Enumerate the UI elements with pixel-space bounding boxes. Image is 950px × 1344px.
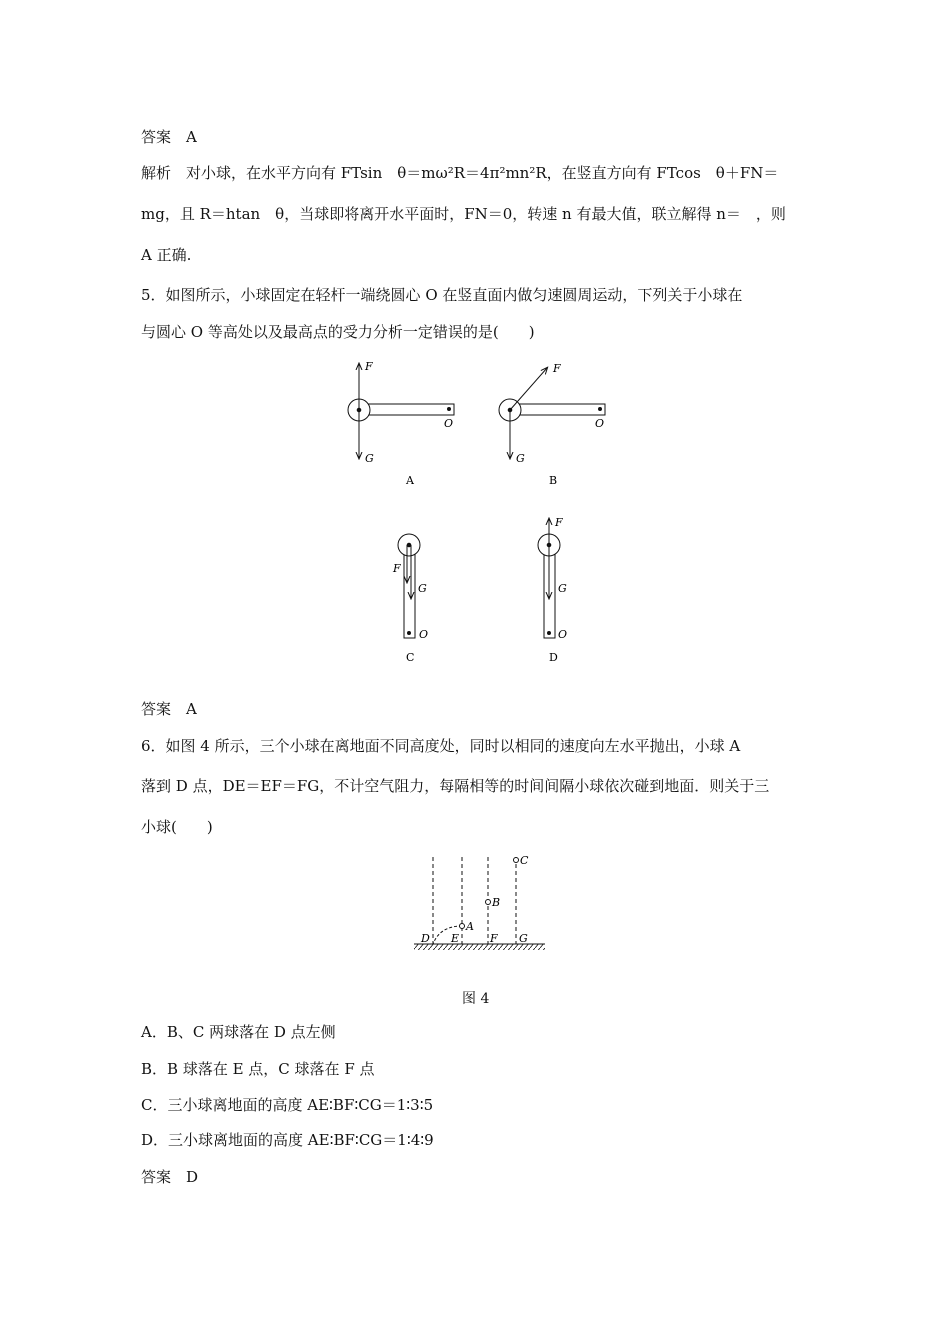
label-a: A (466, 920, 474, 933)
q5-answer: 答案 A (141, 700, 197, 718)
label-e: E (451, 932, 460, 945)
diagram-a (348, 364, 454, 458)
diagram-c (398, 534, 420, 638)
diagram-d-g-label: G (558, 582, 567, 595)
q5-stem-line-1: 5．如图所示，小球固定在轻杆一端绕圆心 O 在竖直面内做匀速圆周运动，下列关于小球在 (141, 286, 743, 304)
diagram-b-o-label: O (595, 417, 605, 430)
q6-option-d: D．三小球离地面的高度 AE∶BF∶CG＝1∶4∶9 (141, 1131, 434, 1149)
diagram-b (499, 368, 605, 458)
label-b: B (492, 896, 501, 909)
q4-analysis-line-2: mg，且 R＝htan θ，当球即将离开水平面时，FN＝0，转速 n 有最大值，联立解得 n＝ ，则 (141, 205, 786, 223)
q4-analysis-line-3: A 正确. (141, 246, 192, 264)
q6-figure (0, 850, 950, 960)
q6-option-c: C．三小球离地面的高度 AE∶BF∶CG＝1∶3∶5 (141, 1096, 434, 1114)
diagram-b-g-label: G (516, 452, 525, 465)
diagram-d (538, 519, 560, 638)
q5-stem-line-2: 与圆心 O 等高处以及最高点的受力分析一定错误的是( ) (141, 323, 535, 341)
diagram-d-f-label: F (555, 516, 563, 529)
diagram-c-g-label: G (418, 582, 427, 595)
diagram-d-o-label: O (558, 628, 568, 641)
diagram-a-g-label: G (365, 452, 374, 465)
caption-c: C (406, 651, 415, 664)
caption-d: D (549, 651, 558, 664)
q6-stem-line-2: 落到 D 点，DE＝EF＝FG，不计空气阻力，每隔相等的时间间隔小球依次碰到地面．则关于三 (141, 777, 770, 795)
diagram-c-f-label: F (393, 562, 401, 575)
diagram-a-o-label: O (444, 417, 454, 430)
q5-figure (0, 350, 950, 670)
label-f: F (490, 932, 498, 945)
q4-analysis-line-1: 解析 对小球，在水平方向有 FTsin θ＝mω²R＝4π²mn²R，在竖直方向有 FTcos θ＋FN＝ (141, 164, 779, 182)
q6-answer: 答案 D (141, 1168, 199, 1186)
label-g: G (519, 932, 528, 945)
caption-b: B (549, 474, 558, 487)
diagram-b-f-label: F (553, 362, 561, 375)
ball-b (486, 900, 491, 905)
q6-option-a: A．B、C 两球落在 D 点左侧 (141, 1023, 336, 1041)
q6-stem-line-1: 6．如图 4 所示，三个小球在离地面不同高度处，同时以相同的速度向左水平抛出，小球 A (141, 737, 741, 755)
caption-a: A (406, 474, 414, 487)
label-d: D (421, 932, 430, 945)
q6-option-b: B．B 球落在 E 点，C 球落在 F 点 (141, 1060, 375, 1078)
q6-figure-caption: 图 4 (462, 991, 490, 1007)
ball-a (460, 924, 465, 929)
label-c: C (520, 854, 529, 867)
diagram-c-o-label: O (419, 628, 429, 641)
q4-answer: 答案 A (141, 128, 197, 146)
ball-c (514, 858, 519, 863)
diagram-a-f-label: F (365, 360, 373, 373)
q6-stem-line-3: 小球( ) (141, 818, 213, 836)
